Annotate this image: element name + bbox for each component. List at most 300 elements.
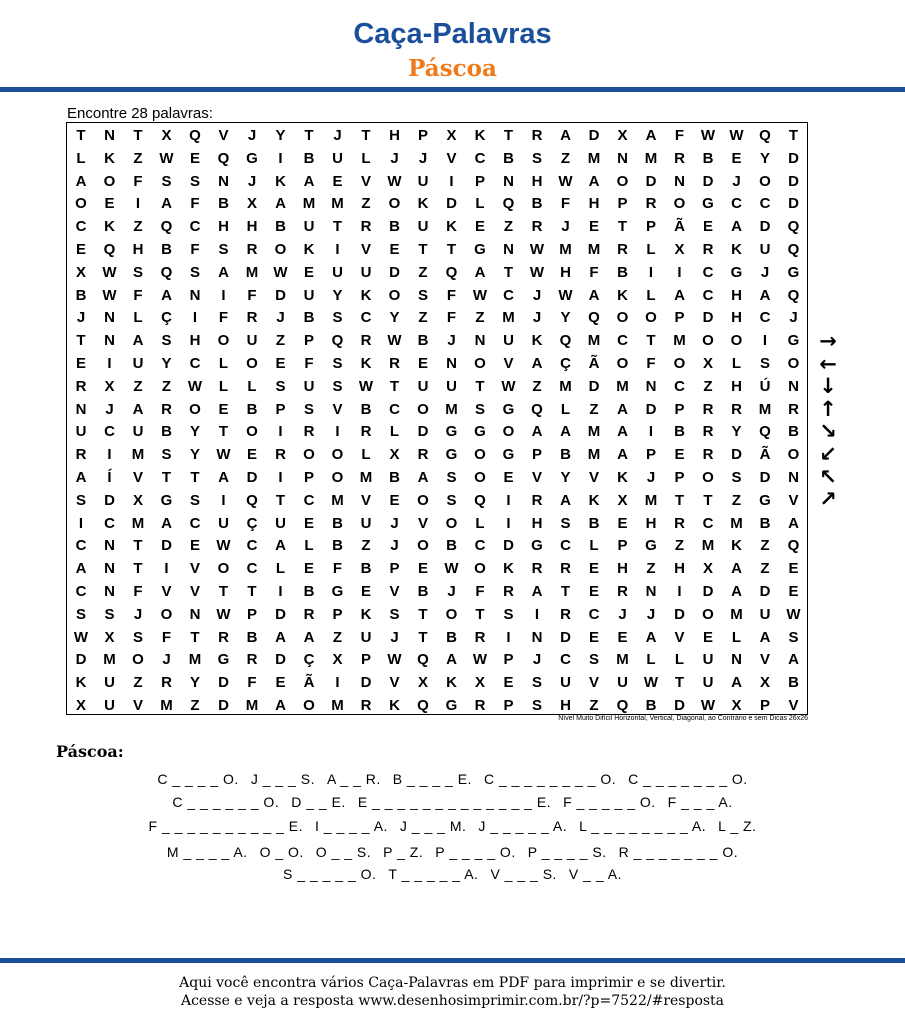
grid-letter[interactable]: B xyxy=(332,514,343,532)
grid-letter[interactable]: S xyxy=(104,605,115,623)
grid-letter[interactable]: K xyxy=(360,605,372,623)
grid-letter[interactable]: Ç xyxy=(246,514,258,532)
grid-letter[interactable]: L xyxy=(646,286,656,304)
grid-letter[interactable]: D xyxy=(759,469,771,486)
grid-letter[interactable]: T xyxy=(674,674,685,692)
grid-letter[interactable]: F xyxy=(133,286,143,304)
grid-letter[interactable]: A xyxy=(788,651,799,669)
grid-letter[interactable]: V xyxy=(503,355,514,372)
grid-letter[interactable]: N xyxy=(189,605,201,623)
grid-letter[interactable]: O xyxy=(502,423,515,441)
grid-letter[interactable]: J xyxy=(333,127,342,144)
grid-letter[interactable]: U xyxy=(360,628,372,646)
grid-letter[interactable]: B xyxy=(275,218,286,236)
grid-letter[interactable]: O xyxy=(274,241,287,258)
grid-letter[interactable]: D xyxy=(759,583,771,600)
grid-letter[interactable]: M xyxy=(616,377,629,395)
grid-letter[interactable]: J xyxy=(447,583,456,600)
grid-letter[interactable]: Q xyxy=(189,127,201,144)
grid-letter[interactable]: T xyxy=(503,263,514,281)
grid-letter[interactable]: E xyxy=(617,514,628,532)
grid-letter[interactable]: P xyxy=(759,697,770,714)
grid-letter[interactable]: J xyxy=(105,400,114,418)
grid-letter[interactable]: S xyxy=(759,355,770,372)
grid-letter[interactable]: B xyxy=(332,537,343,555)
grid-letter[interactable]: I xyxy=(221,286,226,304)
grid-letter[interactable]: M xyxy=(160,697,173,714)
grid-letter[interactable]: O xyxy=(616,172,629,190)
grid-letter[interactable]: L xyxy=(646,651,656,669)
grid-letter[interactable]: P xyxy=(332,605,343,623)
grid-letter[interactable]: O xyxy=(417,537,429,555)
grid-letter[interactable]: S xyxy=(389,605,400,623)
grid-letter[interactable]: L xyxy=(218,377,229,395)
grid-letter[interactable]: A xyxy=(275,697,286,714)
grid-letter[interactable]: N xyxy=(788,469,799,486)
grid-letter[interactable]: S xyxy=(275,377,286,395)
grid-letter[interactable]: O xyxy=(645,309,657,327)
grid-letter[interactable]: V xyxy=(189,583,200,600)
grid-letter[interactable]: A xyxy=(731,560,742,578)
grid-letter[interactable]: A xyxy=(617,400,628,418)
grid-letter[interactable]: E xyxy=(702,628,713,646)
grid-letter[interactable]: P xyxy=(531,446,542,464)
grid-letter[interactable]: U xyxy=(702,674,714,692)
grid-letter[interactable]: C xyxy=(588,605,600,623)
grid-letter[interactable]: P xyxy=(674,309,685,327)
grid-letter[interactable]: S xyxy=(788,628,799,646)
grid-letter[interactable]: C xyxy=(731,195,742,213)
grid-letter[interactable]: H xyxy=(531,172,543,190)
grid-letter[interactable]: T xyxy=(674,491,685,509)
grid-letter[interactable]: U xyxy=(132,423,144,441)
grid-letter[interactable]: E xyxy=(332,172,343,190)
grid-letter[interactable]: O xyxy=(702,469,714,486)
grid-letter[interactable]: X xyxy=(674,241,685,258)
grid-letter[interactable]: O xyxy=(103,172,116,190)
grid-letter[interactable]: E xyxy=(360,583,371,600)
grid-letter[interactable]: O xyxy=(759,172,771,190)
grid-letter[interactable]: T xyxy=(218,583,229,600)
grid-letter[interactable]: R xyxy=(75,377,87,395)
grid-letter[interactable]: K xyxy=(446,674,457,692)
grid-letter[interactable]: L xyxy=(674,651,685,669)
grid-letter[interactable]: R xyxy=(503,583,514,600)
grid-letter[interactable]: K xyxy=(588,491,600,509)
grid-letter[interactable]: X xyxy=(246,195,257,213)
grid-letter[interactable]: M xyxy=(445,400,458,418)
grid-letter[interactable]: R xyxy=(417,446,429,464)
grid-letter[interactable]: Ã xyxy=(303,674,315,692)
grid-letter[interactable]: X xyxy=(389,446,400,464)
grid-letter[interactable]: G xyxy=(474,241,486,258)
grid-letter[interactable]: R xyxy=(788,400,799,418)
grid-letter[interactable]: F xyxy=(446,309,457,327)
grid-letter[interactable]: R xyxy=(161,674,172,692)
grid-letter[interactable]: S xyxy=(731,469,742,486)
grid-letter[interactable]: D xyxy=(674,605,685,623)
grid-letter[interactable]: A xyxy=(75,172,87,190)
grid-letter[interactable]: U xyxy=(360,263,372,281)
grid-letter[interactable]: Z xyxy=(589,697,599,714)
grid-letter[interactable]: G xyxy=(445,423,458,441)
grid-letter[interactable]: Z xyxy=(275,332,286,350)
grid-letter[interactable]: C xyxy=(560,537,571,555)
grid-letter[interactable]: X xyxy=(75,697,86,714)
grid-letter[interactable]: V xyxy=(389,674,400,692)
grid-letter[interactable]: L xyxy=(560,400,571,418)
grid-letter[interactable]: H xyxy=(560,263,571,281)
grid-letter[interactable]: Z xyxy=(418,309,428,327)
grid-letter[interactable]: A xyxy=(161,286,172,304)
grid-letter[interactable]: P xyxy=(503,651,514,669)
grid-letter[interactable]: D xyxy=(161,537,172,555)
grid-letter[interactable]: X xyxy=(161,127,172,144)
grid-letter[interactable]: K xyxy=(417,195,429,213)
grid-letter[interactable]: Z xyxy=(133,149,143,167)
grid-letter[interactable]: O xyxy=(388,195,401,213)
grid-letter[interactable]: K xyxy=(75,674,87,692)
grid-letter[interactable]: J xyxy=(390,149,399,167)
grid-letter[interactable]: Q xyxy=(417,697,429,714)
grid-letter[interactable]: T xyxy=(389,377,400,395)
grid-letter[interactable]: Z xyxy=(532,377,542,395)
grid-letter[interactable]: M xyxy=(758,400,772,418)
grid-letter[interactable]: Y xyxy=(560,309,571,327)
grid-letter[interactable]: T xyxy=(190,469,200,486)
grid-letter[interactable]: X xyxy=(474,674,485,692)
grid-letter[interactable]: Z xyxy=(190,697,200,714)
grid-letter[interactable]: V xyxy=(218,127,229,144)
grid-letter[interactable]: T xyxy=(332,218,343,236)
grid-letter[interactable]: C xyxy=(75,537,87,555)
grid-letter[interactable]: C xyxy=(474,537,486,555)
grid-letter[interactable]: Z xyxy=(361,195,371,213)
grid-letter[interactable]: B xyxy=(417,332,429,350)
grid-letter[interactable]: S xyxy=(332,377,343,395)
grid-letter[interactable]: Ç xyxy=(303,651,315,669)
grid-letter[interactable]: Z xyxy=(503,218,514,236)
grid-letter[interactable]: Í xyxy=(107,469,112,486)
grid-letter[interactable]: O xyxy=(474,355,486,372)
grid-letter[interactable]: V xyxy=(759,651,770,669)
grid-letter[interactable]: R xyxy=(246,241,258,258)
grid-letter[interactable]: P xyxy=(417,127,428,144)
grid-letter[interactable]: C xyxy=(560,651,571,669)
grid-letter[interactable]: D xyxy=(246,469,258,486)
grid-letter[interactable]: R xyxy=(474,697,486,714)
grid-letter[interactable]: G xyxy=(331,583,344,600)
grid-letter[interactable]: C xyxy=(104,514,115,532)
grid-letter[interactable]: Z xyxy=(133,377,143,395)
grid-letter[interactable]: X xyxy=(417,674,428,692)
grid-letter[interactable]: U xyxy=(303,286,315,304)
grid-letter[interactable]: Q xyxy=(445,263,458,281)
grid-letter[interactable]: W xyxy=(643,674,659,692)
grid-letter[interactable]: X xyxy=(617,127,628,144)
grid-letter[interactable]: T xyxy=(503,127,514,144)
grid-letter[interactable]: Z xyxy=(731,491,742,509)
grid-letter[interactable]: Y xyxy=(731,423,742,441)
grid-letter[interactable]: Z xyxy=(760,537,770,555)
grid-letter[interactable]: E xyxy=(275,355,286,372)
grid-letter[interactable]: O xyxy=(702,332,714,350)
grid-letter[interactable]: P xyxy=(674,469,685,486)
grid-letter[interactable]: P xyxy=(303,469,314,486)
grid-letter[interactable]: C xyxy=(702,514,714,532)
grid-letter[interactable]: O xyxy=(445,514,458,532)
grid-letter[interactable]: I xyxy=(506,491,511,509)
grid-letter[interactable]: U xyxy=(417,172,429,190)
grid-letter[interactable]: Q xyxy=(787,241,800,258)
grid-letter[interactable]: Q xyxy=(103,241,116,258)
grid-letter[interactable]: O xyxy=(474,446,486,464)
grid-letter[interactable]: G xyxy=(502,400,515,418)
grid-letter[interactable]: A xyxy=(731,583,742,600)
grid-letter[interactable]: U xyxy=(104,697,115,714)
grid-letter[interactable]: C xyxy=(246,560,258,578)
grid-letter[interactable]: P xyxy=(674,400,685,418)
grid-letter[interactable]: J xyxy=(390,537,399,555)
grid-letter[interactable]: H xyxy=(531,514,543,532)
grid-letter[interactable]: A xyxy=(560,423,571,441)
grid-letter[interactable]: S xyxy=(161,332,172,350)
grid-letter[interactable]: V xyxy=(360,241,371,258)
grid-letter[interactable]: C xyxy=(75,583,87,600)
grid-letter[interactable]: X xyxy=(617,491,628,509)
grid-letter[interactable]: P xyxy=(246,605,257,623)
grid-letter[interactable]: R xyxy=(246,651,258,669)
grid-letter[interactable]: U xyxy=(360,514,372,532)
grid-letter[interactable]: M xyxy=(587,423,601,441)
grid-letter[interactable]: U xyxy=(303,218,315,236)
grid-letter[interactable]: B xyxy=(560,446,571,464)
grid-letter[interactable]: T xyxy=(703,491,713,509)
grid-letter[interactable]: Z xyxy=(361,537,371,555)
grid-letter[interactable]: I xyxy=(107,446,112,464)
grid-letter[interactable]: W xyxy=(102,286,117,304)
grid-letter[interactable]: A xyxy=(161,514,172,532)
grid-letter[interactable]: L xyxy=(475,195,485,213)
grid-letter[interactable]: B xyxy=(788,423,799,441)
grid-letter[interactable]: T xyxy=(788,127,799,144)
grid-letter[interactable]: D xyxy=(503,537,514,555)
grid-letter[interactable]: F xyxy=(446,286,457,304)
grid-letter[interactable]: O xyxy=(702,605,714,623)
grid-letter[interactable]: Y xyxy=(560,469,571,486)
grid-letter[interactable]: E xyxy=(702,218,713,236)
grid-letter[interactable]: U xyxy=(417,218,429,236)
grid-letter[interactable]: W xyxy=(387,332,402,350)
grid-letter[interactable]: K xyxy=(446,218,457,236)
grid-letter[interactable]: I xyxy=(506,628,511,646)
grid-letter[interactable]: U xyxy=(303,377,315,395)
grid-letter[interactable]: Q xyxy=(616,697,629,714)
grid-letter[interactable]: R xyxy=(275,446,286,464)
grid-letter[interactable]: F xyxy=(218,309,229,327)
grid-letter[interactable]: B xyxy=(360,400,372,418)
grid-letter[interactable]: O xyxy=(331,469,344,486)
grid-letter[interactable]: Y xyxy=(189,674,200,692)
grid-letter[interactable]: T xyxy=(646,332,656,350)
grid-letter[interactable]: B xyxy=(531,195,543,213)
grid-letter[interactable]: Y xyxy=(189,423,200,441)
grid-letter[interactable]: H xyxy=(588,195,600,213)
grid-letter[interactable]: K xyxy=(303,241,315,258)
grid-letter[interactable]: C xyxy=(674,377,685,395)
grid-letter[interactable]: J xyxy=(532,286,542,304)
grid-letter[interactable]: O xyxy=(246,423,258,441)
grid-letter[interactable]: E xyxy=(731,149,742,167)
grid-letter[interactable]: X xyxy=(702,355,713,372)
grid-letter[interactable]: V xyxy=(189,560,200,578)
grid-letter[interactable]: T xyxy=(275,491,286,509)
grid-letter[interactable]: O xyxy=(75,195,87,213)
grid-letter[interactable]: A xyxy=(617,423,628,441)
grid-letter[interactable]: O xyxy=(217,332,230,350)
grid-letter[interactable]: K xyxy=(104,149,115,167)
grid-letter[interactable]: E xyxy=(674,446,685,464)
grid-letter[interactable]: R xyxy=(674,514,685,532)
grid-letter[interactable]: S xyxy=(75,605,86,623)
grid-letter[interactable]: G xyxy=(246,149,258,167)
grid-letter[interactable]: Ú xyxy=(759,377,771,395)
grid-letter[interactable]: O xyxy=(189,400,201,418)
grid-letter[interactable]: R xyxy=(702,241,714,258)
grid-letter[interactable]: A xyxy=(531,355,543,372)
grid-letter[interactable]: A xyxy=(218,263,229,281)
grid-letter[interactable]: R xyxy=(531,491,543,509)
grid-letter[interactable]: L xyxy=(361,446,371,464)
grid-letter[interactable]: D xyxy=(560,628,571,646)
grid-letter[interactable]: Q xyxy=(588,309,600,327)
grid-letter[interactable]: R xyxy=(560,605,571,623)
grid-letter[interactable]: D xyxy=(788,172,799,190)
grid-letter[interactable]: R xyxy=(731,400,742,418)
grid-letter[interactable]: W xyxy=(558,172,573,190)
grid-letter[interactable]: I xyxy=(335,423,340,441)
grid-letter[interactable]: W xyxy=(700,697,716,714)
grid-letter[interactable]: O xyxy=(160,605,173,623)
grid-letter[interactable]: X xyxy=(702,560,713,578)
grid-letter[interactable]: J xyxy=(646,469,656,486)
grid-letter[interactable]: H xyxy=(674,560,685,578)
grid-letter[interactable]: F xyxy=(646,355,656,372)
grid-letter[interactable]: R xyxy=(360,697,372,714)
grid-letter[interactable]: A xyxy=(531,423,543,441)
grid-letter[interactable]: C xyxy=(104,423,115,441)
grid-letter[interactable]: Z xyxy=(133,218,143,236)
grid-letter[interactable]: G xyxy=(445,446,458,464)
grid-letter[interactable]: Q xyxy=(160,218,173,236)
grid-letter[interactable]: L xyxy=(589,537,599,555)
grid-letter[interactable]: D xyxy=(104,491,115,509)
grid-letter[interactable]: E xyxy=(275,674,286,692)
grid-letter[interactable]: S xyxy=(446,491,457,509)
grid-letter[interactable]: G xyxy=(445,697,458,714)
grid-letter[interactable]: F xyxy=(475,583,485,600)
grid-letter[interactable]: I xyxy=(534,605,540,623)
grid-letter[interactable]: U xyxy=(503,332,514,350)
grid-letter[interactable]: N xyxy=(104,127,115,144)
grid-letter[interactable]: N xyxy=(446,355,457,372)
grid-letter[interactable]: W xyxy=(73,628,89,646)
grid-letter[interactable]: N xyxy=(503,241,514,258)
grid-letter[interactable]: O xyxy=(331,446,344,464)
grid-letter[interactable]: G xyxy=(160,491,173,509)
grid-letter[interactable]: Z xyxy=(760,560,770,578)
grid-letter[interactable]: Z xyxy=(133,674,143,692)
grid-letter[interactable]: S xyxy=(332,355,343,372)
grid-letter[interactable]: Q xyxy=(787,218,800,236)
grid-letter[interactable]: S xyxy=(75,491,86,509)
grid-letter[interactable]: S xyxy=(531,149,542,167)
grid-letter[interactable]: M xyxy=(616,651,629,669)
grid-letter[interactable]: G xyxy=(474,423,486,441)
grid-letter[interactable]: E xyxy=(417,560,428,578)
grid-letter[interactable]: B xyxy=(389,469,400,486)
grid-letter[interactable]: K xyxy=(474,127,486,144)
grid-letter[interactable]: E xyxy=(303,514,314,532)
grid-letter[interactable]: P xyxy=(275,400,286,418)
grid-letter[interactable]: D xyxy=(417,423,429,441)
grid-letter[interactable]: A xyxy=(218,469,229,486)
grid-letter[interactable]: Q xyxy=(160,263,173,281)
grid-letter[interactable]: D xyxy=(275,605,286,623)
grid-letter[interactable]: W xyxy=(102,263,117,281)
grid-letter[interactable]: J xyxy=(561,218,570,236)
grid-letter[interactable]: B xyxy=(303,583,315,600)
grid-letter[interactable]: A xyxy=(132,400,144,418)
grid-letter[interactable]: N xyxy=(104,537,115,555)
grid-letter[interactable]: M xyxy=(131,446,145,464)
grid-letter[interactable]: P xyxy=(617,195,628,213)
grid-letter[interactable]: L xyxy=(76,149,86,167)
grid-letter[interactable]: S xyxy=(189,263,200,281)
grid-letter[interactable]: A xyxy=(132,332,144,350)
grid-letter[interactable]: S xyxy=(560,514,571,532)
grid-letter[interactable]: M xyxy=(587,241,601,258)
grid-letter[interactable]: U xyxy=(759,241,771,258)
grid-letter[interactable]: E xyxy=(588,628,599,646)
grid-letter[interactable]: A xyxy=(674,286,685,304)
grid-letter[interactable]: E xyxy=(189,537,200,555)
grid-letter[interactable]: I xyxy=(278,149,283,167)
grid-letter[interactable]: A xyxy=(303,172,315,190)
grid-letter[interactable]: M xyxy=(245,263,259,281)
grid-letter[interactable]: L xyxy=(304,537,314,555)
grid-letter[interactable]: W xyxy=(472,286,488,304)
grid-letter[interactable]: O xyxy=(787,355,800,372)
grid-letter[interactable]: I xyxy=(221,491,226,509)
grid-letter[interactable]: E xyxy=(246,446,257,464)
grid-letter[interactable]: N xyxy=(503,172,514,190)
grid-letter[interactable]: R xyxy=(702,400,714,418)
grid-letter[interactable]: H xyxy=(617,560,628,578)
grid-letter[interactable]: Y xyxy=(332,286,343,304)
grid-letter[interactable]: A xyxy=(731,674,742,692)
grid-letter[interactable]: Q xyxy=(502,195,515,213)
grid-letter[interactable]: M xyxy=(644,149,658,167)
grid-letter[interactable]: V xyxy=(132,697,143,714)
grid-letter[interactable]: T xyxy=(361,127,371,144)
grid-letter[interactable]: K xyxy=(104,218,115,236)
grid-letter[interactable]: H xyxy=(560,697,571,714)
grid-letter[interactable]: T xyxy=(446,241,457,258)
grid-letter[interactable]: B xyxy=(702,149,714,167)
grid-letter[interactable]: G xyxy=(759,491,771,509)
grid-letter[interactable]: Q xyxy=(759,423,771,441)
